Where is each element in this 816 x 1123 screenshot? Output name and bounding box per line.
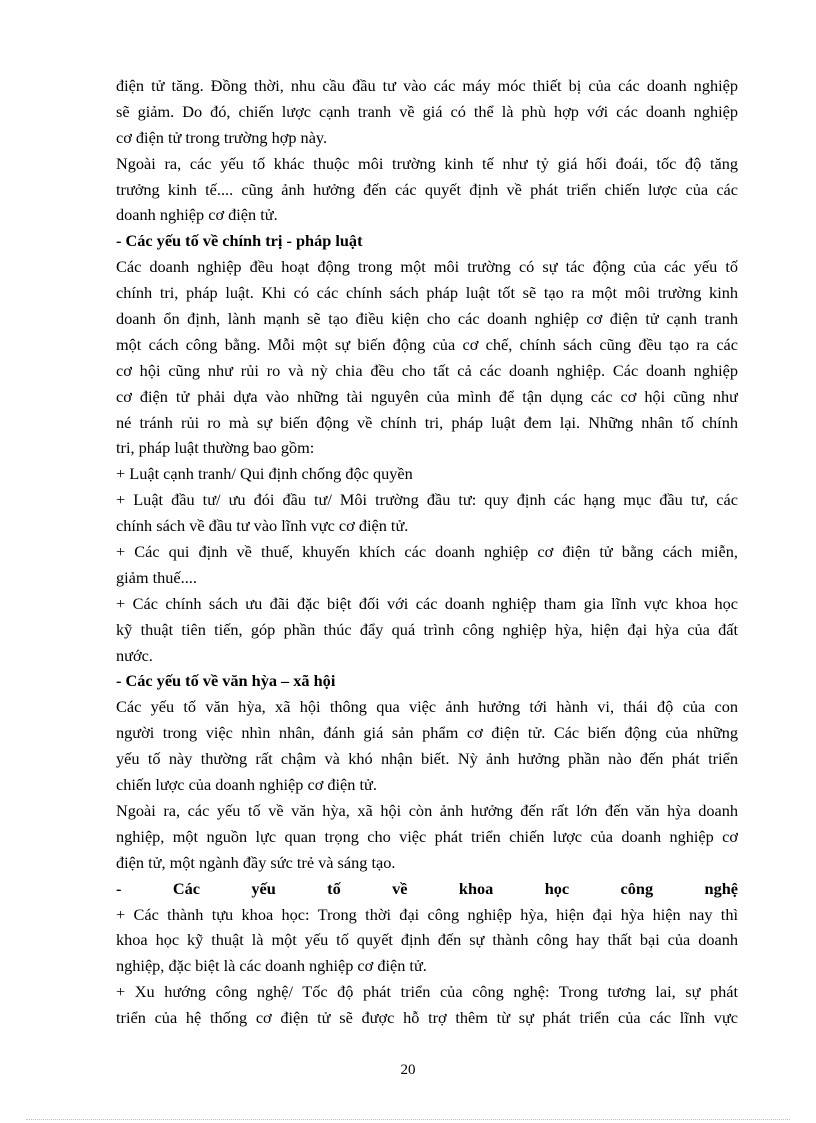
page-bottom-divider [26, 1119, 790, 1120]
text-line: + Xu hướng công nghệ/ Tốc độ phát triển của công nghệ: Trong tương lai, sự phát [116, 982, 738, 1002]
text-line: điện tử, một ngành đầy sức trẻ và sáng tạo. [116, 852, 396, 872]
text-line: nước. [116, 645, 153, 665]
text-line: nghiệp, một nguồn lực quan trọng cho việc phát triển chiến lược của doanh nghiệp cơ [116, 826, 738, 846]
text-line: giảm thuế.... [116, 567, 197, 587]
section-heading: - Các yếu tố về văn hỳa – xã hội [116, 671, 336, 691]
page-number: 20 [400, 1062, 416, 1078]
section-heading: - Các yếu tố về chính trị - pháp luật [116, 231, 363, 251]
text-line: triển của hệ thống cơ điện tử sẽ được hỗ trợ thêm từ sự phát triển của các lĩnh vực [116, 1008, 738, 1028]
text-line: cơ điện tử trong trường hợp này. [116, 127, 328, 147]
text-line: Ngoài ra, các yếu tố về văn hỳa, xã hội còn ảnh hưởng đến rất lớn đến văn hỳa doanh [116, 800, 738, 820]
section-heading: - Các yếu tố về khoa học công nghệ [116, 878, 738, 898]
text-line: điện tử tăng. Đồng thời, nhu cầu đầu tư vào các máy móc thiết bị của các doanh nghiệp [116, 76, 738, 95]
text-line: chính tri, pháp luật. Khi có các chính sách pháp luật tốt sẽ tạo ra một môi trường kinh [116, 283, 738, 303]
text-line: + Luật đầu tư/ ưu đói đầu tư/ Môi trường đầu tư: quy định các hạng mục đầu tư, các [116, 490, 738, 510]
text-line: khoa học kỹ thuật là một yếu tố quyết định đến sự thành công hay thất bại của doanh [116, 930, 738, 950]
text-line: sẽ giảm. Do đó, chiến lược cạnh tranh về giá có thể là phù hợp với các doanh nghiệp [116, 101, 738, 121]
text-line: + Luật cạnh tranh/ Qui định chống độc quyền [116, 464, 413, 484]
text-line: Ngoài ra, các yếu tố khác thuộc môi trường kinh tế như tỷ giá hối đoái, tốc độ tăng [116, 153, 738, 173]
text-line: + Các qui định về thuế, khuyến khích các doanh nghiệp cơ điện tử bằng cách miễn, [116, 542, 738, 562]
text-line: Các yếu tố văn hỳa, xã hội thông qua việc ảnh hưởng tới hành vi, thái độ của con [116, 697, 738, 717]
text-line: một cách công bằng. Mỗi một sự biến động của cơ chế, chính sách cũng đều tạo ra các [116, 334, 738, 354]
text-line: doanh nghiệp cơ điện tử. [116, 205, 278, 225]
text-line: + Các thành tựu khoa học: Trong thời đại công nghiệp hỳa, hiện đại hỳa hiện nay thì [116, 904, 738, 924]
text-line: trưởng kinh tế.... cũng ảnh hưởng đến các quyết định về phát triển chiến lược của các [116, 179, 738, 199]
text-line: chính sách về đầu tư vào lĩnh vực cơ điện tử. [116, 516, 409, 536]
text-line: chiến lược của doanh nghiệp cơ điện tử. [116, 775, 377, 795]
text-line: Các doanh nghiệp đều hoạt động trong một môi trường có sự tác động của các yếu tố [116, 257, 738, 277]
text-line: cơ hội cũng như rủi ro và nỳ chia đều cho tất cả các doanh nghiệp. Các doanh nghiệp [116, 360, 738, 380]
text-line: người trong việc nhìn nhân, đánh giá sản phẩm cơ điện tử. Các biến động của những [116, 723, 738, 743]
text-line: yếu tố này thường rất chậm và khó nhận biết. Nỳ ảnh hưởng phần nào đến phát triển [116, 749, 738, 769]
text-line: cơ điện tử phải dựa vào những tài nguyên của mình để tận dụng các cơ hội cũng như [116, 386, 738, 406]
text-line: tri, pháp luật thường bao gồm: [116, 438, 315, 458]
page-body-text [116, 73, 738, 1031]
text-line: + Các chính sách ưu đãi đặc biệt đối với các doanh nghiệp tham gia lĩnh vực khoa học [116, 593, 738, 613]
text-line: né tránh rủi ro mà sự biến động về chính tri, pháp luật đem lại. Những nhân tố chính [116, 412, 738, 432]
text-line: kỹ thuật tiên tiến, góp phần thúc đẩy quá trình công nghiệp hỳa, hiện đại hỳa của đất [116, 619, 738, 639]
text-line: doanh ổn định, lành mạnh sẽ tạo điều kiện cho các doanh nghiệp cơ điện tử cạnh tranh [116, 309, 738, 329]
text-line: nghiệp, đặc biệt là các doanh nghiệp cơ điện tử. [116, 956, 427, 976]
